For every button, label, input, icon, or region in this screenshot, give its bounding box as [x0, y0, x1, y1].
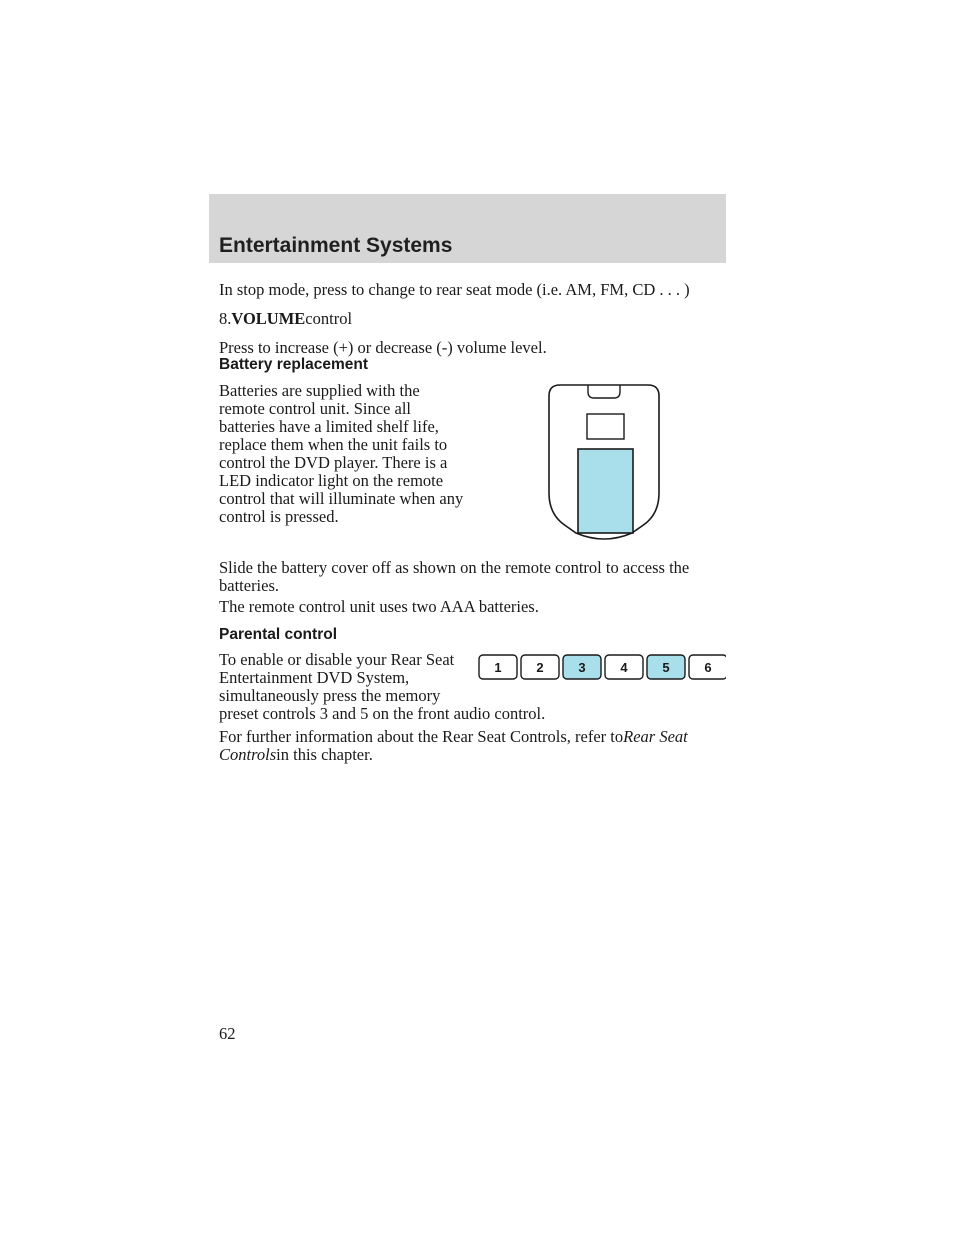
preset-button-label: 2 [536, 660, 544, 675]
battery-line: LED indicator light on the remote [219, 471, 444, 490]
preset-button-label: 5 [662, 660, 670, 675]
volume-description: Press to increase (+) or decrease (-) volume level. [219, 338, 547, 357]
further-info-text: For further information about the Rear Seat Controls, refer to [219, 727, 624, 746]
volume-item-suffix: control [305, 309, 353, 328]
battery-line: remote control unit. Since all [219, 399, 411, 418]
slide-line: batteries. [219, 576, 280, 595]
parental-heading: Parental control [219, 626, 337, 643]
memory-preset-buttons-figure [478, 653, 726, 681]
rear-seat-controls-reference: Rear Seat [623, 727, 688, 746]
volume-item-number: 8. [219, 309, 232, 328]
preset-button-label: 1 [494, 660, 502, 675]
further-info-suffix: in this chapter. [276, 745, 373, 764]
parental-line: simultaneously press the memory [219, 686, 441, 705]
slide-line: Slide the battery cover off as shown on the remote control to access the [219, 558, 690, 577]
stop-mode-text: In stop mode, press to change to rear seat mode (i.e. AM, FM, CD . . . ) [219, 280, 690, 299]
battery-line: control is pressed. [219, 507, 339, 526]
battery-line: control that will illuminate when any [219, 489, 464, 508]
page-number: 62 [219, 1024, 236, 1043]
preset-buttons-group [479, 655, 726, 679]
battery-cover [578, 449, 633, 533]
battery-line: Batteries are supplied with the [219, 381, 420, 400]
battery-line: batteries have a limited shelf life, [219, 417, 439, 436]
led-indicator-window [587, 414, 624, 439]
section-header-band [209, 194, 726, 263]
preset-button-label: 6 [704, 660, 712, 675]
preset-button-label: 4 [620, 660, 628, 675]
preset-button-label: 3 [578, 660, 586, 675]
volume-item [219, 309, 352, 329]
parental-line: Entertainment DVD System, [219, 668, 410, 687]
volume-item-name: VOLUME [231, 309, 306, 328]
further-info-line [219, 727, 688, 747]
further-info-line [219, 745, 373, 765]
aaa-batteries-text: The remote control unit uses two AAA batteries. [219, 597, 539, 616]
battery-line: control the DVD player. There is a [219, 453, 448, 472]
battery-line: replace them when the unit fails to [219, 435, 448, 454]
rear-seat-controls-reference: Controls [219, 745, 277, 764]
battery-heading: Battery replacement [219, 356, 369, 373]
section-title: Entertainment Systems [219, 234, 453, 257]
parental-line: preset controls 3 and 5 on the front audio control. [219, 704, 546, 723]
remote-battery-cover-figure [548, 383, 660, 543]
parental-line: To enable or disable your Rear Seat [219, 650, 455, 669]
